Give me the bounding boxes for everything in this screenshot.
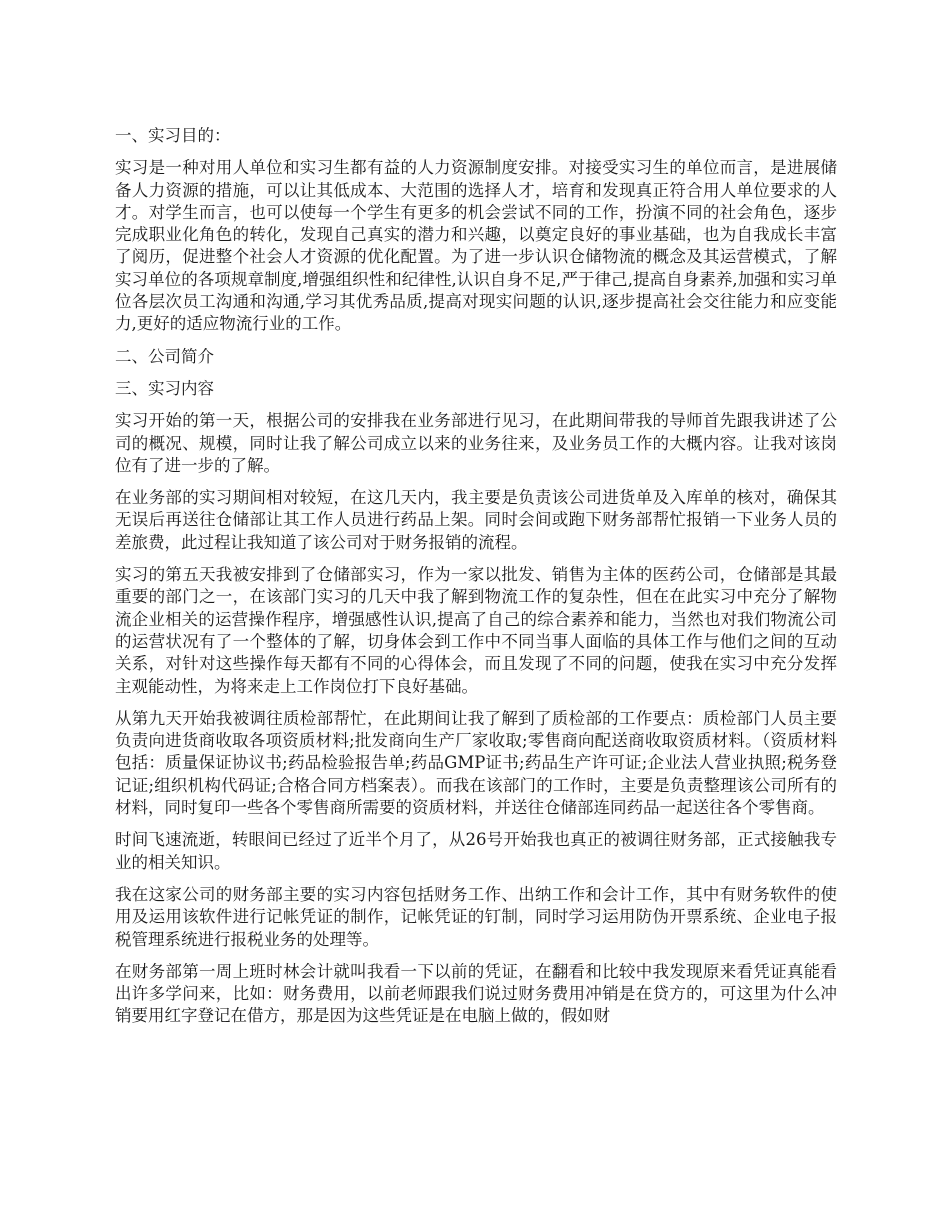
paragraph: 在财务部第一周上班时林会计就叫我看一下以前的凭证，在翻看和比较中我发现原来看凭证真能看出许多学问来，比如：财务费用，以前老师跟我们说过财务费用冲销是在贷方的，可这里为什么冲销要用红字登记在借方，那是因为这些凭证是在电脑上做的，假如财 bbox=[115, 961, 837, 1026]
paragraph: 实习的第五天我被安排到了仓储部实习，作为一家以批发、销售为主体的医药公司，仓储部是其最重要的部门之一，在该部门实习的几天中我了解到物流工作的复杂性，但在在此实习中充分了解物流企业相关的运营操作程序，增强感性认识,提高了自己的综合素养和能力，当然也对我们物流公司的运营状况有了一个整体的了解，切身体会到工作中不同当事人面临的具体工作与他们之间的互动关系，对针对这些操作每天都有不同的心得体会，而且发现了不同的问题，使我在实习中充分发挥主观能动性，为将来走上工作岗位打下良好基础。 bbox=[115, 565, 837, 696]
document-body bbox=[115, 120, 837, 1038]
paragraph: 我在这家公司的财务部主要的实习内容包括财务工作、出纳工作和会计工作，其中有财务软件的使用及运用该软件进行记帐凭证的制作，记帐凭证的钉制，同时学习运用防伪开票系统、企业电子报税管理系统进行报税业务的处理等。 bbox=[115, 884, 837, 949]
paragraph: 时间飞速流逝，转眼间已经过了近半个月了，从26号开始我也真正的被调往财务部，正式接触我专业的相关知识。 bbox=[115, 830, 837, 872]
paragraph: 实习是一种对用人单位和实习生都有益的人力资源制度安排。对接受实习生的单位而言，是进展储备人力资源的措施，可以让其低成本、大范围的选择人才，培育和发现真正符合用人单位要求的人才。对学生而言，也可以使每一个学生有更多的机会尝试不同的工作，扮演不同的社会角色，逐步完成职业化角色的转化，发现自己真实的潜力和兴趣，以奠定良好的事业基础，也为自我成长丰富了阅历，促进整个社会人才资源的优化配置。为了进一步认识仓储物流的概念及其运营模式，了解实习单位的各项规章制度,增强组织性和纪律性,认识自身不足,严于律己,提高自身素养,加强和实习单位各层次员工沟通和沟通,学习其优秀品质,提高对现实问题的认识,逐步提高社会交往能力和应变能力,更好的适应物流行业的工作。 bbox=[115, 158, 837, 334]
section-heading: 二、公司简介 bbox=[115, 346, 214, 366]
section-heading: 三、实习内容 bbox=[115, 378, 214, 398]
section-heading: 一、实习目的： bbox=[115, 126, 231, 145]
paragraph: 实习开始的第一天，根据公司的安排我在业务部进行见习，在此期间带我的导师首先跟我讲述了公司的概况、规模，同时让我了解公司成立以来的业务往来，及业务员工作的大概内容。让我对该岗位有了进一步的了解。 bbox=[115, 411, 837, 475]
paragraph: 在业务部的实习期间相对较短，在这几天内，我主要是负责该公司进货单及入库单的核对，确保其无误后再送往仓储部让其工作人员进行药品上架。同时会间或跑下财务部帮忙报销一下业务人员的差旅费，此过程让我知道了该公司对于财务报销的流程。 bbox=[115, 488, 837, 552]
paragraph: 从第九天开始我被调往质检部帮忙，在此期间让我了解到了质检部的工作要点：质检部门人员主要负责向进货商收取各项资质材料;批发商向生产厂家收取;零售商向配送商收取资质材料。（资质材料包括：质量保证协议书;药品检验报告单;药品GMP证书;药品生产许可证;企业法人营业执照;税务登记证;组织机构代码证;合格合同方档案表）。而我在该部门的工作时，主要是负责整理该公司所有的材料，同时复印一些各个零售商所需要的资质材料，并送往仓储部连同药品一起送往各个零售商。 bbox=[115, 708, 837, 818]
